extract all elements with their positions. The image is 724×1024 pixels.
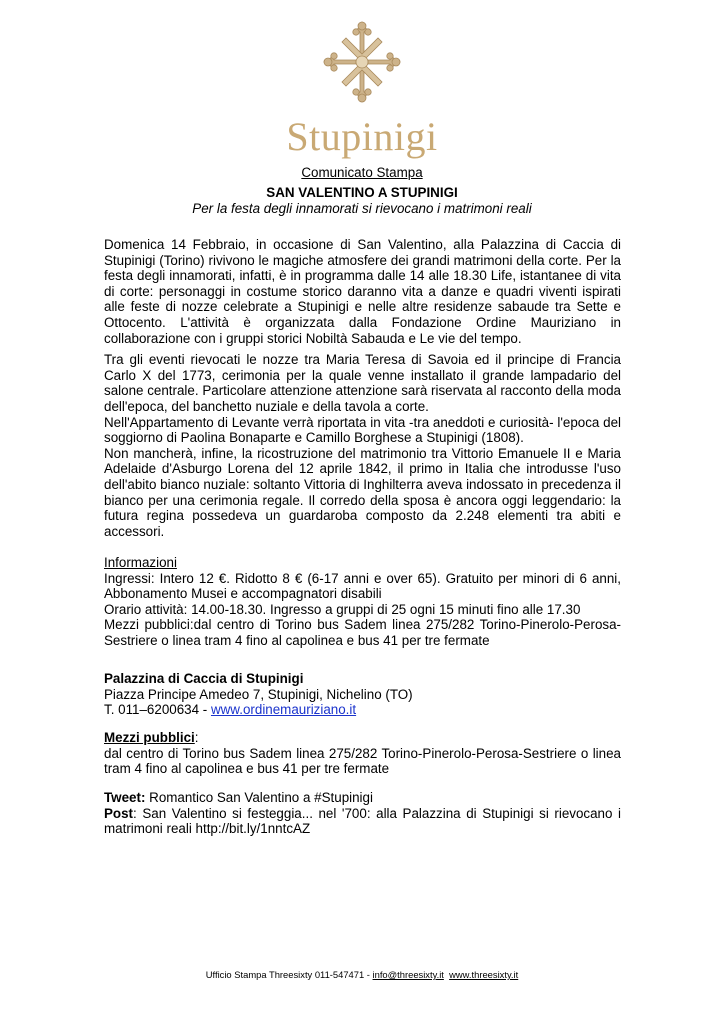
body-paragraph-2: Tra gli eventi rievocati le nozze tra Maria Teresa di Savoia ed il principe di Francia Carlo X del 1773, cerimonia per la quale venne installato il grande lampadario del salone centrale. Particolare attenzione attenzione sarà riservata al racconto della moda dell'epoca, del banchetto nuziale e della tavola a corte. bbox=[104, 352, 621, 414]
main-body bbox=[104, 237, 621, 539]
info-section bbox=[104, 555, 621, 649]
footer-site-link[interactable]: www.threesixty.it bbox=[449, 969, 519, 980]
press-release-label: Comunicato Stampa bbox=[301, 165, 423, 180]
post-label: Post bbox=[104, 805, 134, 821]
tweet-label: Tweet: bbox=[104, 790, 146, 805]
post-text: : San Valentino si festeggia... nel '700: alla Palazzina di Stupinigi si rievocano i matrimoni reali http://bit.ly/1nntcAZ bbox=[104, 805, 621, 837]
body-paragraph-1: Domenica 14 Febbraio, in occasione di San Valentino, alla Palazzina di Caccia di Stupinigi (Torino) rivivono le magiche atmosfere dei grandi matrimoni della corte. Per la festa degli innamorati, infatti, è in programma dalle 14 alle 18.30 Life, istantanee di vita di corte: personaggi in costume storico daranno vita a danze e quadri viventi ispirati alle feste di nozze celebrate a Stupinigi e nelle altre residenze sabaude tra Sette e Ottocento. L'attività è organizzata dalla Fondazione Ordine Mauriziano in collaborazione con i gruppi storici Nobiltà Sabauda e Le vie del tempo. bbox=[104, 237, 621, 346]
venue-section bbox=[104, 671, 621, 718]
stupinigi-wordmark: Stupinigi bbox=[286, 114, 438, 159]
venue-address: Piazza Principe Amedeo 7, Stupinigi, Nichelino (TO) bbox=[104, 686, 413, 702]
info-transport: Mezzi pubblici:dal centro di Torino bus Sadem linea 275/282 Torino-Pinerolo-Perosa-Sestriere o linea tram 4 fino al capolinea e bus 41 per tre fermate bbox=[104, 617, 621, 648]
venue-contact bbox=[104, 702, 621, 718]
website-link[interactable]: www.ordinemauriziano.it bbox=[210, 702, 357, 718]
transport-label: Mezzi pubblici bbox=[104, 730, 195, 745]
venue-phone: T. 011–6200634 - bbox=[104, 702, 211, 718]
transport-colon: : bbox=[194, 730, 199, 745]
info-hours: Orario attività: 14.00-18.30. Ingresso a gruppi di 25 ogni 15 minuti fino alle 17.30 bbox=[104, 601, 581, 617]
transport-section bbox=[104, 730, 621, 777]
transport-text: dal centro di Torino bus Sadem linea 275/282 Torino-Pinerolo-Perosa-Sestriere o linea tram 4 fino al capolinea e bus 41 per tre fermate bbox=[104, 745, 621, 777]
body-paragraph-3: Nell'Appartamento di Levante verrà riportata in vita -tra aneddoti e curiosità- l'epoca del soggiorno di Paolina Bonaparte e Camillo Borghese a Stupinigi (1808). bbox=[104, 414, 621, 446]
info-heading: Informazioni bbox=[104, 555, 177, 570]
page-title: SAN VALENTINO A STUPINIGI bbox=[266, 185, 458, 200]
footer-email-link[interactable]: info@threesixty.it bbox=[372, 969, 444, 980]
page-subtitle: Per la festa degli innamorati si rievocano i matrimoni reali bbox=[192, 201, 532, 216]
social-section bbox=[104, 790, 621, 837]
footer bbox=[0, 969, 724, 981]
info-tickets: Ingressi: Intero 12 €. Ridotto 8 € (6-17 anni e over 65). Gratuito per minori di 6 anni, Abbonamento Musei e accompagnatori disabili bbox=[104, 570, 621, 602]
venue-name: Palazzina di Caccia di Stupinigi bbox=[104, 671, 304, 686]
body-paragraph-4: Non mancherà, infine, la ricostruzione del matrimonio tra Vittorio Emanuele II e Maria Adelaide d'Asburgo Lorena del 12 aprile 1842, il primo in Italia che introdusse l'uso dell'abito bianco nuziale: soltanto Vittoria di Inghilterra aveva indossato in precedenza il bianco per una cerimonia regale. Il corredo della sposa è ancora oggi leggendario: la futura regina possedeva un guardaroba composto da 2.248 elementi tra abiti e accessori. bbox=[104, 445, 621, 539]
footer-text: Ufficio Stampa Threesixty 011-547471 - bbox=[205, 969, 373, 980]
tweet-text: Romantico San Valentino a #Stupinigi bbox=[145, 790, 373, 805]
mauritian-cross-icon bbox=[322, 20, 402, 104]
